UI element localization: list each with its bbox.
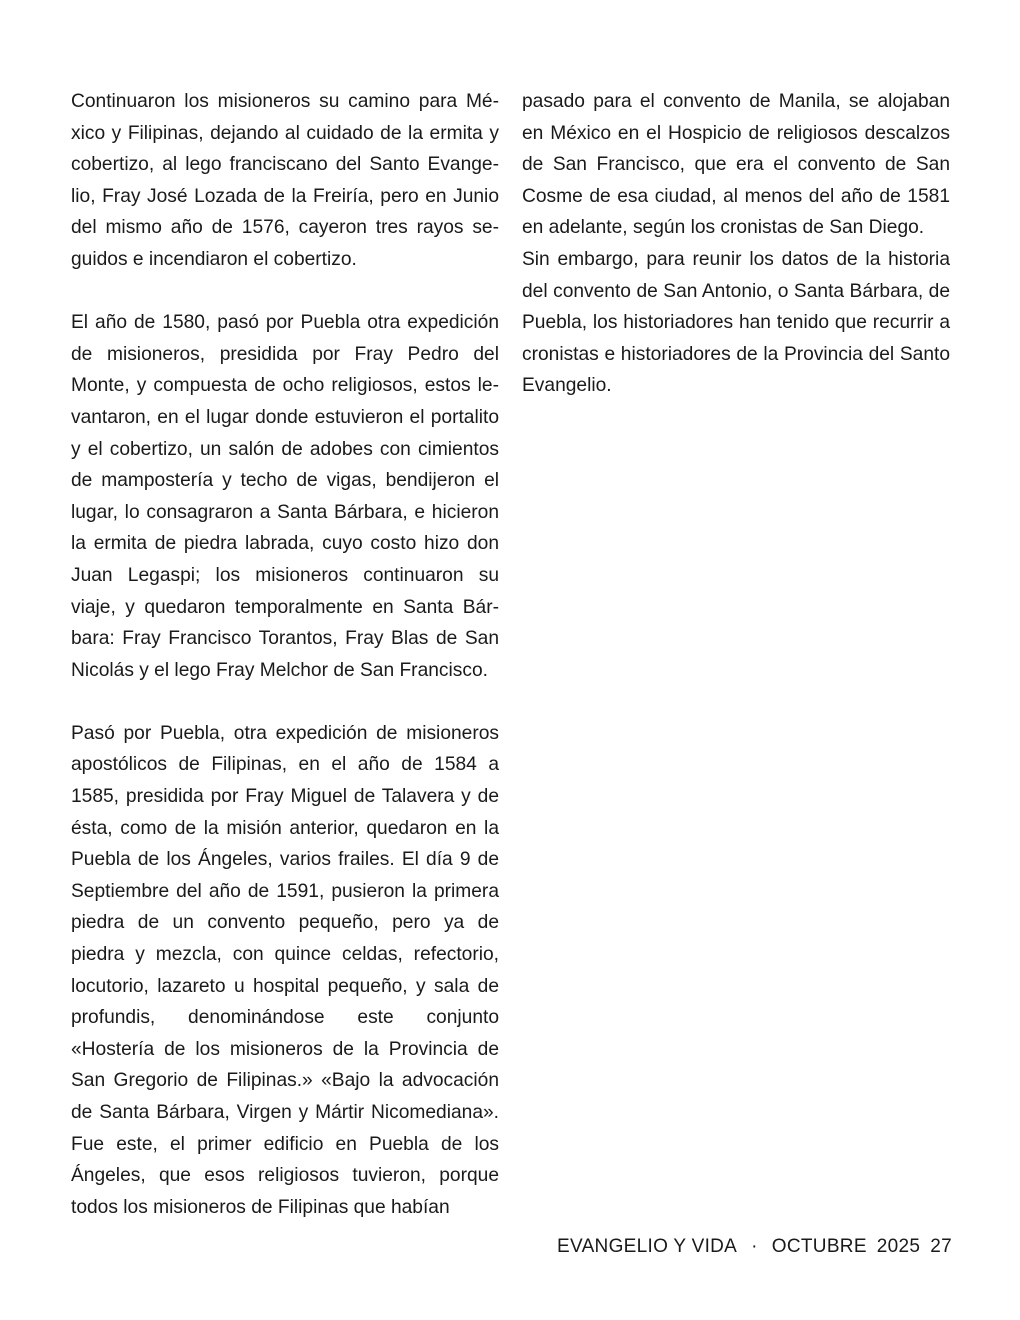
paragraph-5: Sin embargo, para reunir los datos de la historia del convento de San Antonio, o Santa Bárbara, de Puebla, los historiadores han tenido que recurrir a cronistas e historiadores de la Provincia del Santo Evangelio. <box>522 248 950 397</box>
page-number: 27 <box>930 1236 952 1257</box>
publication-name: EVANGELIO Y VIDA <box>557 1236 738 1257</box>
paragraph-3: Pasó por Puebla, otra expedición de misioneros apostólicos de Filipinas, en el año de 1584 a 1585, presidida por Fray Miguel de Talavera y de ésta, como de la misión anterior, quedaron en la Puebla de los Ángeles, varios frailes. El día 9 de Septiembre del año de 1591, pusieron la primera piedra de un convento pequeño, pero ya de piedra y mezcla, con quince celdas, refectorio, locutorio, lazareto u hospital pequeño, y sala de profundis, denominándose este conjunto «Hostería de los misioneros de la Provincia de San Gregorio de Filipinas.» «Bajo la advocación de Santa Bárbara, Virgen y Mártir Nicomediana». Fue este, el primer edificio en Puebla de los Ángeles, que esos religiosos tuvieron, porque todos los misioneros de Filipinas que habían <box>71 722 499 1218</box>
issue-month: OCTUBRE <box>771 1236 867 1257</box>
left-column <box>71 86 499 1223</box>
paragraph-4: pasado para el convento de Manila, se alojaban en México en el Hospicio de religiosos descalzos de San Francisco, que era el convento de San Cosme de esa ciudad, al menos del año de 1581 en adelante, según los cronistas de San Diego. <box>522 91 950 239</box>
paragraph-2: El año de 1580, pasó por Puebla otra expedición de misioneros, presidida por Fray Pedro del Monte, y compuesta de ocho religiosos, estos levantaron, en el lugar donde estuvieron el portalito y el cobertizo, un salón de adobes con cimientos de mampostería y techo de vigas, bendijeron el lugar, lo consagraron a Santa Bárbara, e hicieron la ermita de piedra labrada, cuyo costo hizo don Juan Legaspi; los misioneros continuaron su viaje, y quedaron temporalmente en Santa Bárbara: Fray Francisco Torantos, Fray Blas de San Nicolás y el lego Fray Melchor de San Francisco. <box>71 312 499 681</box>
paragraph-1: Continuaron los misioneros su camino para México y Filipinas, dejando al cuidado de la ermita y cobertizo, al lego franciscano del Santo Evangelio, Fray José Lozada de la Freiría, pero en Junio del mismo año de 1576, cayeron tres rayos seguidos e incendiaron el cobertizo. <box>71 91 499 270</box>
footer-separator: · <box>751 1236 758 1257</box>
page-footer <box>557 1236 952 1258</box>
right-column <box>522 86 950 402</box>
issue-year: 2025 <box>876 1236 921 1257</box>
